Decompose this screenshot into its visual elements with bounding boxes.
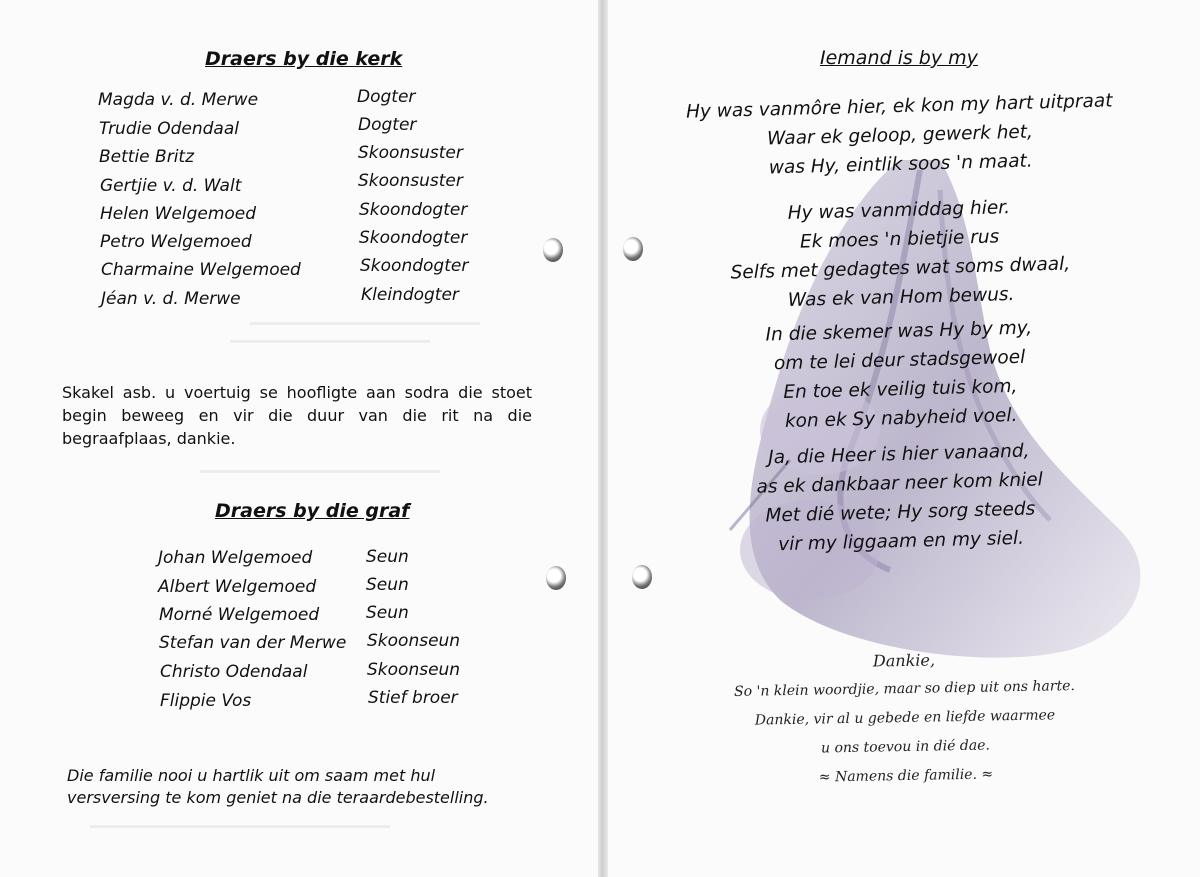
bearer-role: Seun bbox=[366, 603, 409, 623]
poem-line: In die skemer was Hy by my, bbox=[765, 317, 1033, 346]
poem-title: Iemand is by my bbox=[820, 47, 978, 69]
punch-hole bbox=[623, 237, 643, 261]
refreshments-notice: Die familie nooi u hartlik uit om saam met hul versversing te kom geniet na die teraardebestelling. bbox=[67, 766, 489, 807]
thanks-line: So 'n klein woordjie, maar so diep uit ons harte. bbox=[733, 678, 1076, 700]
bleed-through-mark bbox=[200, 470, 440, 473]
bearer-role: Skoonsuster bbox=[358, 143, 463, 163]
bearer-name: Morné Welgemoed bbox=[159, 605, 320, 625]
poem-line: vir my liggaam en my siel. bbox=[777, 527, 1025, 556]
poem-line: En toe ek veilig tuis kom, bbox=[783, 375, 1018, 404]
thanks-line: Dankie, vir al u gebede en liefde waarmee bbox=[754, 707, 1056, 729]
bearer-name: Helen Welgemoed bbox=[100, 204, 257, 224]
bearer-name: Bettie Britz bbox=[99, 147, 195, 167]
bearer-name: Stefan van der Merwe bbox=[159, 633, 347, 653]
bearer-role: Skoonsuster bbox=[358, 171, 463, 191]
poem-line: Hy was vanmôre hier, ek kon my hart uitpraat bbox=[685, 90, 1113, 123]
family-signature: ≈ Namens die familie. ≈ bbox=[818, 766, 994, 786]
poem-line: kon ek Sy nabyheid voel. bbox=[784, 404, 1018, 433]
poem-stanza bbox=[679, 86, 1121, 184]
bearer-role: Skoondogter bbox=[360, 256, 469, 276]
bearer-name: Charmaine Welgemoed bbox=[101, 260, 301, 280]
bearer-role: Dogter bbox=[358, 115, 417, 135]
bleed-through-mark bbox=[230, 340, 430, 343]
poem-line: Hy was vanmiddag hier. bbox=[787, 197, 1011, 224]
thanks-line: u ons toevou in dié dae. bbox=[820, 737, 991, 757]
bearer-name: Trudie Odendaal bbox=[99, 119, 239, 139]
poem-line: Ek moes 'n bietjie rus bbox=[799, 226, 1000, 253]
bearer-name: Petro Welgemoed bbox=[100, 232, 252, 252]
bleed-through-mark bbox=[250, 322, 480, 325]
booklet-fold bbox=[598, 0, 608, 877]
bearer-role: Stief broer bbox=[368, 688, 458, 708]
poem-line: Selfs met gedagtes wat soms dwaal, bbox=[730, 253, 1071, 284]
bearer-name: Jéan v. d. Merwe bbox=[101, 289, 241, 309]
bearer-name: Johan Welgemoed bbox=[158, 548, 313, 568]
bearer-role: Seun bbox=[366, 575, 409, 595]
bearer-role: Kleindogter bbox=[361, 285, 459, 305]
bearer-role: Skoonseun bbox=[367, 631, 461, 651]
bearer-name: Magda v. d. Merwe bbox=[98, 90, 259, 110]
poem-line: as ek dankbaar neer kom kniel bbox=[756, 469, 1043, 498]
poem-line: Was ek van Hom bewus. bbox=[787, 284, 1015, 311]
poem-line: Waar ek geloop, gewerk het, bbox=[766, 121, 1034, 150]
poem-line: Ja, die Heer is hier vanaand, bbox=[767, 440, 1030, 469]
bearer-name: Gertjie v. d. Walt bbox=[100, 176, 242, 196]
poem-stanza bbox=[679, 434, 1122, 561]
poem-line: Met dié wete; Hy sorg steeds bbox=[765, 498, 1036, 527]
bearer-name: Flippie Vos bbox=[160, 691, 252, 711]
bearer-name: Albert Welgemoed bbox=[158, 577, 317, 597]
poem-stanza bbox=[679, 190, 1122, 317]
bearer-role: Skoondogter bbox=[359, 228, 468, 248]
bearer-role: Skoondogter bbox=[359, 200, 468, 220]
headlights-notice: Skakel asb. u voertuig se hoofligte aan sodra die stoet begin beweeg en vir die duur van die rit na die begraafplaas, dankie. bbox=[62, 383, 532, 448]
poem-line: was Hy, eintlik soos 'n maat. bbox=[768, 150, 1033, 179]
bearer-role: Seun bbox=[366, 547, 409, 567]
thanks-title: Dankie, bbox=[872, 650, 936, 671]
grave-bearers-heading: Draers by die graf bbox=[215, 500, 410, 522]
punch-hole bbox=[546, 566, 566, 590]
poem-line: om te lei deur stadsgewoel bbox=[773, 346, 1026, 375]
thanks-block bbox=[704, 643, 1106, 795]
bearer-role: Dogter bbox=[357, 87, 416, 107]
bleed-through-mark bbox=[90, 825, 390, 828]
poem-stanza bbox=[679, 311, 1122, 438]
bearer-name: Christo Odendaal bbox=[160, 662, 308, 682]
punch-hole bbox=[632, 565, 652, 589]
church-bearers-heading: Draers by die kerk bbox=[205, 48, 403, 70]
bearer-role: Skoonseun bbox=[367, 660, 461, 680]
punch-hole bbox=[543, 238, 563, 262]
